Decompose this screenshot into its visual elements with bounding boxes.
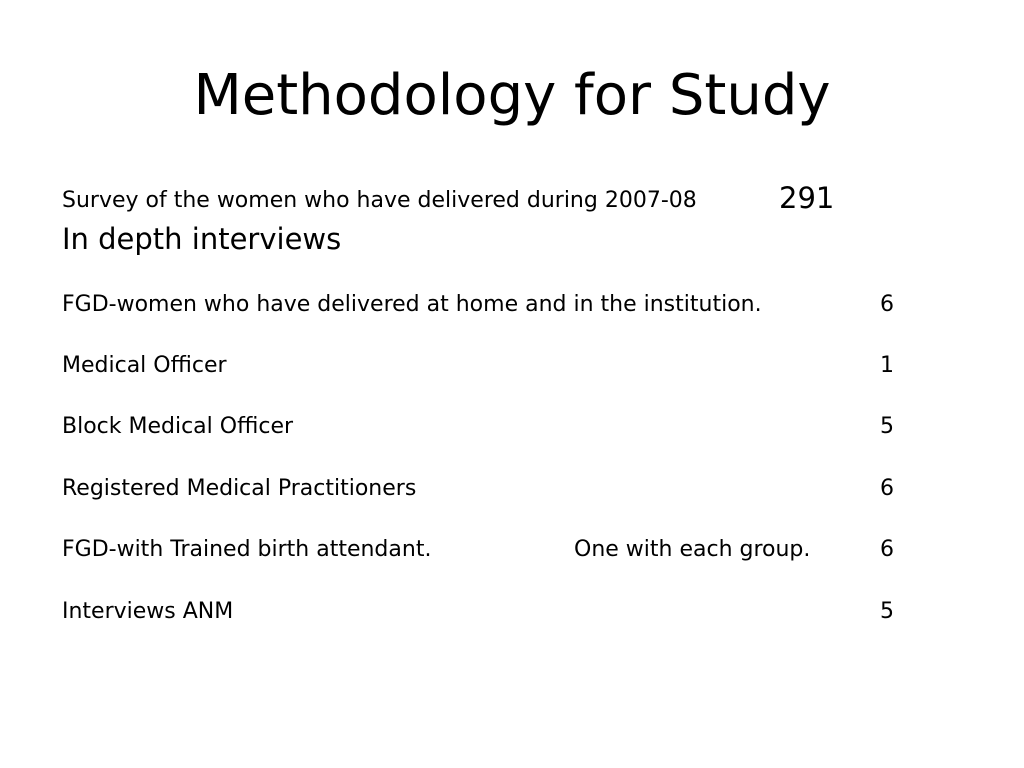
list-item-count: 6	[880, 537, 894, 562]
slide-title: Methodology for Study	[193, 63, 831, 128]
list-item-count: 6	[880, 292, 894, 317]
list-item-count: 5	[880, 414, 894, 439]
list-item-block-medical-officer	[62, 411, 912, 443]
list-item-fgd-women	[62, 289, 912, 321]
list-item-label: Medical Officer	[62, 353, 227, 378]
list-item-note: One with each group.	[574, 537, 811, 562]
list-item-label: Interviews ANM	[62, 599, 234, 624]
survey-count: 291	[779, 181, 835, 215]
list-item-fgd-trained-birth-attendant	[62, 534, 912, 566]
list-item-count: 1	[880, 353, 894, 378]
in-depth-interviews-heading: In depth interviews	[62, 222, 342, 256]
list-item-medical-officer	[62, 350, 912, 382]
list-item-label: FGD-women who have delivered at home and in the institution.	[62, 292, 762, 317]
list-item-count: 6	[880, 476, 894, 501]
list-item-count: 5	[880, 599, 894, 624]
list-item-interviews-anm	[62, 596, 912, 628]
survey-label: Survey of the women who have delivered during 2007-08	[62, 188, 697, 213]
list-item-registered-medical-practitioners	[62, 473, 912, 505]
list-item-label: FGD-with Trained birth attendant.	[62, 537, 432, 562]
list-item-label: Block Medical Officer	[62, 414, 294, 439]
list-item-label: Registered Medical Practitioners	[62, 476, 417, 501]
